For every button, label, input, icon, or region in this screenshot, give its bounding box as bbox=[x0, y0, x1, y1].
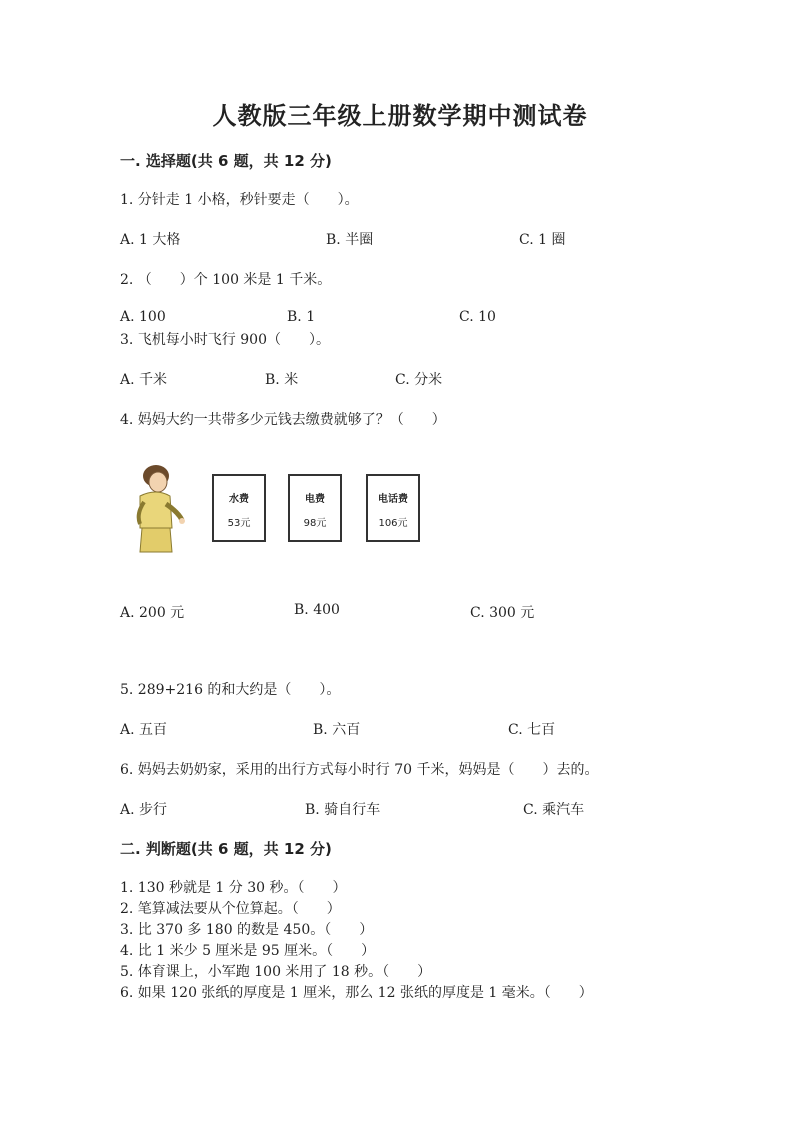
woman-illustration bbox=[126, 462, 186, 554]
bill-card-name: 电话费 bbox=[378, 494, 408, 505]
q4-option-b: B. 400 bbox=[294, 602, 340, 618]
section-heading-judgement: 二. 判断题(共 6 题，共 12 分) bbox=[120, 840, 332, 858]
bill-card-water bbox=[212, 474, 266, 542]
judgement-item: 1. 130 秒就是 1 分 30 秒。（ ） bbox=[120, 880, 347, 896]
page-title: 人教版三年级上册数学期中测试卷 bbox=[212, 102, 588, 130]
bill-figure bbox=[126, 462, 426, 554]
bill-card-phone bbox=[366, 474, 420, 542]
q2-option-b: B. 1 bbox=[287, 309, 316, 325]
q5-option-b: B. 六百 bbox=[313, 722, 361, 738]
q1-option-a: A. 1 大格 bbox=[120, 232, 181, 248]
q6-option-c: C. 乘汽车 bbox=[523, 802, 585, 818]
question-1: 1. 分针走 1 小格，秒针要走（ ）。 bbox=[120, 192, 359, 208]
judgement-item: 3. 比 370 多 180 的数是 450。（ ） bbox=[120, 922, 374, 938]
question-5: 5. 289+216 的和大约是（ ）。 bbox=[120, 682, 341, 698]
q4-option-c: C. 300 元 bbox=[470, 605, 535, 621]
question-3: 3. 飞机每小时飞行 900（ ）。 bbox=[120, 332, 330, 348]
bill-card-amount: 106元 bbox=[378, 518, 408, 529]
bill-card-name: 电费 bbox=[305, 494, 325, 505]
question-4: 4. 妈妈大约一共带多少元钱去缴费就够了？（ ） bbox=[120, 412, 446, 428]
q6-option-a: A. 步行 bbox=[120, 802, 168, 818]
q3-option-a: A. 千米 bbox=[120, 372, 168, 388]
q3-option-c: C. 分米 bbox=[395, 372, 443, 388]
section-heading-choice: 一. 选择题(共 6 题，共 12 分) bbox=[120, 152, 332, 170]
q6-option-b: B. 骑自行车 bbox=[305, 802, 381, 818]
judgement-item: 4. 比 1 米少 5 厘米是 95 厘米。（ ） bbox=[120, 943, 376, 959]
question-6: 6. 妈妈去奶奶家，采用的出行方式每小时行 70 千米，妈妈是（ ）去的。 bbox=[120, 762, 599, 778]
bill-card-amount: 53元 bbox=[227, 518, 251, 529]
q4-option-a: A. 200 元 bbox=[120, 605, 185, 621]
bill-card-name: 水费 bbox=[229, 494, 249, 505]
q5-option-a: A. 五百 bbox=[120, 722, 168, 738]
judgement-item: 6. 如果 120 张纸的厚度是 1 厘米，那么 12 张纸的厚度是 1 毫米。（ ） bbox=[120, 985, 593, 1001]
question-2: 2. （ ）个 100 米是 1 千米。 bbox=[120, 272, 332, 288]
q1-option-c: C. 1 圈 bbox=[519, 232, 566, 248]
judgement-item: 5. 体育课上，小军跑 100 米用了 18 秒。（ ） bbox=[120, 964, 432, 980]
q5-option-c: C. 七百 bbox=[508, 722, 556, 738]
q1-option-b: B. 半圈 bbox=[326, 232, 374, 248]
bill-card-electricity bbox=[288, 474, 342, 542]
q2-option-c: C. 10 bbox=[459, 309, 496, 325]
q3-option-b: B. 米 bbox=[265, 372, 299, 388]
judgement-item: 2. 笔算减法要从个位算起。（ ） bbox=[120, 901, 341, 917]
bill-card-amount: 98元 bbox=[303, 518, 327, 529]
q2-option-a: A. 100 bbox=[120, 309, 166, 325]
